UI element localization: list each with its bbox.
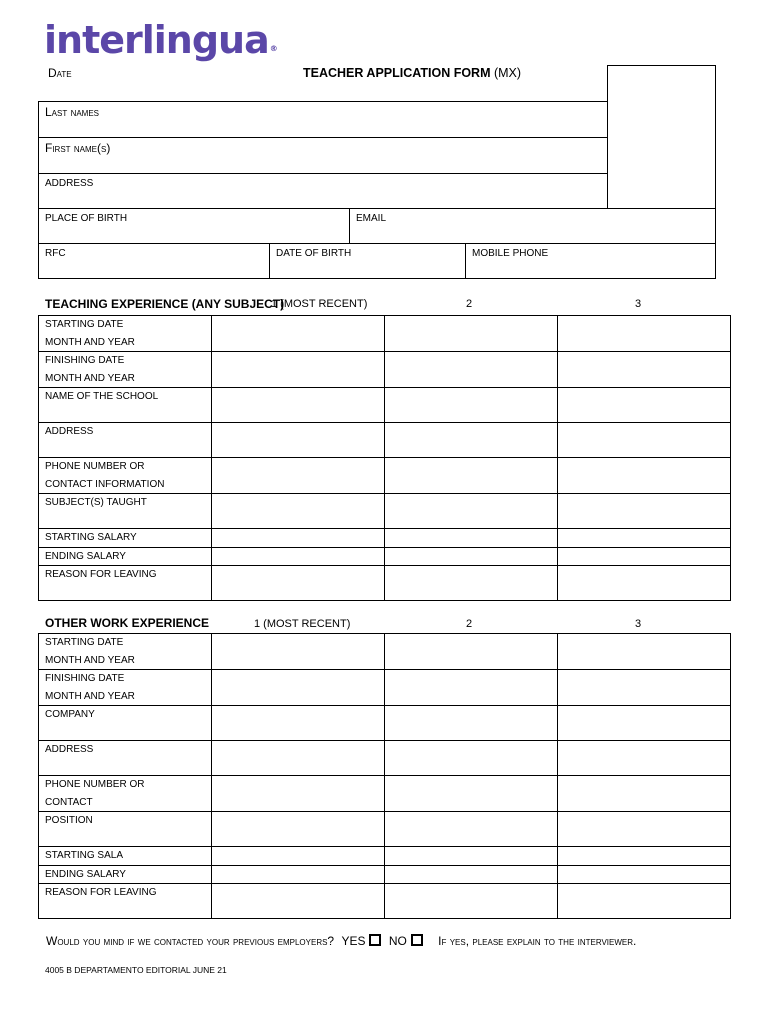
entry-cell-col3[interactable] xyxy=(558,634,731,670)
row-label-line2: MONTH AND YEAR xyxy=(45,336,135,348)
entry-cell-col3[interactable] xyxy=(558,776,731,812)
row-label-line1: STARTING SALARY xyxy=(45,532,137,543)
row-label xyxy=(39,865,212,884)
table-row xyxy=(39,494,731,529)
teaching-section-title: TEACHING EXPERIENCE (ANY SUBJECT) xyxy=(45,297,285,311)
entry-cell-col1[interactable] xyxy=(212,388,385,423)
entry-cell-col2[interactable] xyxy=(385,388,558,423)
entry-cell-col1[interactable] xyxy=(212,634,385,670)
row-label xyxy=(39,812,212,847)
form-title-main: TEACHER APPLICATION FORM xyxy=(303,66,491,80)
entry-cell-col3[interactable] xyxy=(558,741,731,776)
entry-cell-col2[interactable] xyxy=(385,865,558,884)
row-label-line1: ENDING SALARY xyxy=(45,550,126,562)
table-row xyxy=(39,812,731,847)
row-label xyxy=(39,776,212,812)
entry-cell-col1[interactable] xyxy=(212,547,385,566)
row-label xyxy=(39,566,212,601)
entry-cell-col1[interactable] xyxy=(212,494,385,529)
row-label xyxy=(39,547,212,566)
row-label-line2: CONTACT xyxy=(45,796,93,808)
logo-text: interlingua xyxy=(44,18,269,62)
entry-cell-col2[interactable] xyxy=(385,547,558,566)
rfc-label: RFC xyxy=(45,248,66,259)
row-label xyxy=(39,458,212,494)
email-field[interactable] xyxy=(349,208,716,244)
first-names-label: First name(s) xyxy=(45,141,111,155)
table-row xyxy=(39,547,731,566)
row-label-line1: STARTING DATE xyxy=(45,319,124,330)
entry-cell-col2[interactable] xyxy=(385,529,558,548)
other-col3-header: 3 xyxy=(635,618,642,630)
row-label-line1: STARTING DATE xyxy=(45,637,124,648)
place-of-birth-label: PLACE OF BIRTH xyxy=(45,213,128,224)
other-section-title: OTHER WORK EXPERIENCE xyxy=(45,616,210,630)
entry-cell-col2[interactable] xyxy=(385,741,558,776)
email-label: EMAIL xyxy=(356,213,387,224)
row-label-line1: COMPANY xyxy=(45,709,95,720)
footer-code: 4005 B DEPARTAMENTO EDITORIAL JUNE 21 xyxy=(45,965,227,975)
entry-cell-col1[interactable] xyxy=(212,741,385,776)
entry-cell-col3[interactable] xyxy=(558,847,731,866)
teaching-col2-header: 2 xyxy=(466,298,473,310)
row-label-line1: ADDRESS xyxy=(45,744,94,755)
other-col1-header: 1 (MOST RECENT) xyxy=(254,618,351,630)
entry-cell-col3[interactable] xyxy=(558,423,731,458)
row-label xyxy=(39,741,212,776)
date-of-birth-label: DATE OF BIRTH xyxy=(276,248,352,259)
table-row xyxy=(39,741,731,776)
row-label-line1: ENDING SALARY xyxy=(45,868,126,880)
row-label xyxy=(39,884,212,919)
photo-box[interactable] xyxy=(607,65,716,209)
entry-cell-col1[interactable] xyxy=(212,316,385,352)
entry-cell-col2[interactable] xyxy=(385,566,558,601)
form-title-suffix: (MX) xyxy=(493,66,522,80)
row-label-line1: FINISHING DATE xyxy=(45,355,125,366)
row-label-line2: MONTH AND YEAR xyxy=(45,690,135,702)
entry-cell-col2[interactable] xyxy=(385,316,558,352)
row-label xyxy=(39,423,212,458)
entry-cell-col3[interactable] xyxy=(558,670,731,706)
place-of-birth-field[interactable] xyxy=(38,208,350,244)
yes-label: YES xyxy=(341,934,366,948)
row-label-line1: FINISHING DATE xyxy=(45,673,125,684)
last-names-field[interactable] xyxy=(38,101,608,138)
mobile-phone-field[interactable] xyxy=(465,243,716,279)
entry-cell-col1[interactable] xyxy=(212,670,385,706)
row-label-line1: REASON FOR LEAVING xyxy=(45,887,157,898)
table-row xyxy=(39,670,731,706)
row-label xyxy=(39,388,212,423)
table-row xyxy=(39,458,731,494)
yes-checkbox[interactable] xyxy=(369,934,381,946)
no-label: NO xyxy=(388,934,407,948)
entry-cell-col2[interactable] xyxy=(385,812,558,847)
table-row xyxy=(39,865,731,884)
entry-cell-col2[interactable] xyxy=(385,423,558,458)
contact-question: Would you mind if we contacted your previous employers? xyxy=(46,934,335,948)
entry-cell-col1[interactable] xyxy=(212,776,385,812)
row-label-line2: MONTH AND YEAR xyxy=(45,372,135,384)
entry-cell-col3[interactable] xyxy=(558,812,731,847)
row-label xyxy=(39,316,212,352)
entry-cell-col1[interactable] xyxy=(212,812,385,847)
entry-cell-col3[interactable] xyxy=(558,547,731,566)
row-label-line1: POSITION xyxy=(45,815,93,826)
first-names-field[interactable] xyxy=(38,137,608,174)
entry-cell-col2[interactable] xyxy=(385,776,558,812)
entry-cell-col3[interactable] xyxy=(558,529,731,548)
explain-note: If yes, please explain to the interviewer. xyxy=(438,934,637,948)
entry-cell-col2[interactable] xyxy=(385,706,558,741)
entry-cell-col1[interactable] xyxy=(212,352,385,388)
entry-cell-col1[interactable] xyxy=(212,884,385,919)
entry-cell-col1[interactable] xyxy=(212,847,385,866)
row-label xyxy=(39,494,212,529)
row-label-line1: ADDRESS xyxy=(45,426,94,437)
logo-mark: ® xyxy=(269,44,278,53)
row-label-line2: CONTACT INFORMATION xyxy=(45,478,165,490)
table-row xyxy=(39,316,731,352)
other-experience-table xyxy=(38,633,731,919)
row-label xyxy=(39,706,212,741)
table-row xyxy=(39,352,731,388)
entry-cell-col3[interactable] xyxy=(558,884,731,919)
row-label xyxy=(39,352,212,388)
teaching-experience-table xyxy=(38,315,731,601)
entry-cell-col3[interactable] xyxy=(558,316,731,352)
address-field[interactable] xyxy=(38,173,608,209)
row-label-line1: PHONE NUMBER OR xyxy=(45,461,145,472)
other-col2-header: 2 xyxy=(466,618,473,630)
entry-cell-col3[interactable] xyxy=(558,566,731,601)
entry-cell-col3[interactable] xyxy=(558,706,731,741)
entry-cell-col2[interactable] xyxy=(385,494,558,529)
row-label xyxy=(39,847,212,866)
row-label-line1: PHONE NUMBER OR xyxy=(45,779,145,790)
address-label: ADDRESS xyxy=(45,178,94,189)
entry-cell-col3[interactable] xyxy=(558,494,731,529)
row-label-line1: NAME OF THE SCHOOL xyxy=(45,391,159,402)
entry-cell-col1[interactable] xyxy=(212,566,385,601)
entry-cell-col1[interactable] xyxy=(212,458,385,494)
table-row xyxy=(39,884,731,919)
entry-cell-col2[interactable] xyxy=(385,352,558,388)
table-row xyxy=(39,634,731,670)
entry-cell-col3[interactable] xyxy=(558,352,731,388)
entry-cell-col2[interactable] xyxy=(385,458,558,494)
interlingua-logo xyxy=(44,18,278,71)
row-label-line1: STARTING SALA xyxy=(45,850,123,861)
form-title xyxy=(303,66,521,80)
table-row xyxy=(39,529,731,548)
rfc-field[interactable] xyxy=(38,243,270,279)
entry-cell-col2[interactable] xyxy=(385,847,558,866)
no-checkbox[interactable] xyxy=(411,934,423,946)
teaching-col3-header: 3 xyxy=(635,298,642,310)
entry-cell-col1[interactable] xyxy=(212,865,385,884)
table-row xyxy=(39,776,731,812)
row-label xyxy=(39,670,212,706)
table-row xyxy=(39,423,731,458)
entry-cell-col2[interactable] xyxy=(385,884,558,919)
row-label-line1: REASON FOR LEAVING xyxy=(45,569,157,580)
table-row xyxy=(39,847,731,866)
date-label: Date xyxy=(48,66,72,80)
entry-cell-col2[interactable] xyxy=(385,670,558,706)
entry-cell-col1[interactable] xyxy=(212,706,385,741)
entry-cell-col1[interactable] xyxy=(212,529,385,548)
row-label-line1: SUBJECT(S) TAUGHT xyxy=(45,497,147,508)
entry-cell-col3[interactable] xyxy=(558,865,731,884)
contact-question-row xyxy=(46,934,636,948)
row-label xyxy=(39,529,212,548)
date-of-birth-field[interactable] xyxy=(269,243,466,279)
table-row xyxy=(39,706,731,741)
table-row xyxy=(39,388,731,423)
row-label-line2: MONTH AND YEAR xyxy=(45,654,135,666)
mobile-phone-label: MOBILE PHONE xyxy=(472,248,549,259)
entry-cell-col1[interactable] xyxy=(212,423,385,458)
entry-cell-col2[interactable] xyxy=(385,634,558,670)
table-row xyxy=(39,566,731,601)
entry-cell-col3[interactable] xyxy=(558,458,731,494)
row-label xyxy=(39,634,212,670)
teaching-col1-header: 1 (MOST RECENT) xyxy=(271,298,368,310)
last-names-label: Last names xyxy=(45,105,100,119)
entry-cell-col3[interactable] xyxy=(558,388,731,423)
